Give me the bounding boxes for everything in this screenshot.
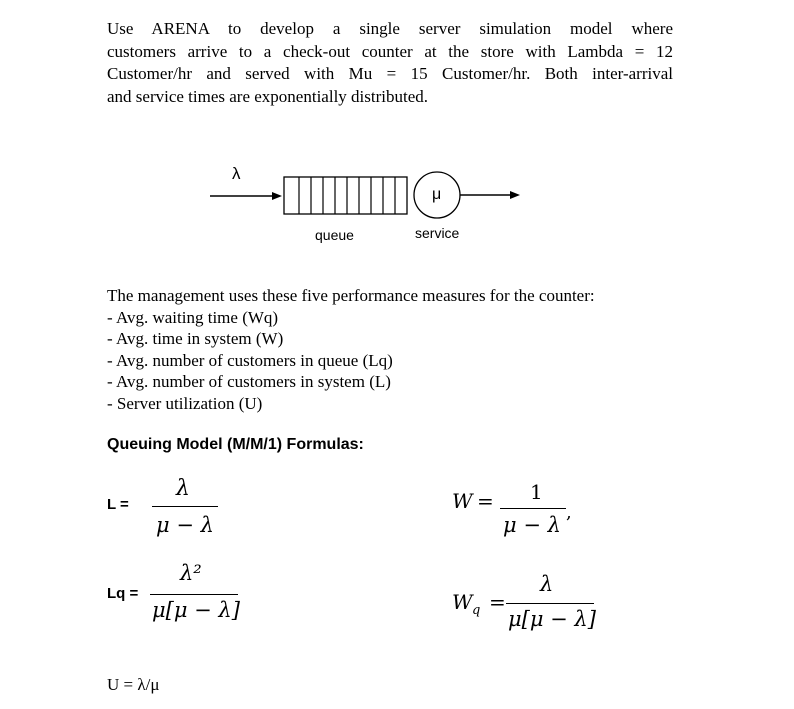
formula-Wq-lhs: W <box>452 590 473 614</box>
performance-measures <box>107 285 595 414</box>
problem-statement <box>107 18 673 108</box>
formula-Wq-equals: = <box>489 590 506 614</box>
queue-box <box>284 177 407 214</box>
service-label: service <box>415 225 460 241</box>
queue-label: queue <box>315 227 354 243</box>
problem-line-3: Customer/hr and served with Mu = 15 Customer/hr. Both inter-arrival <box>107 64 673 83</box>
problem-line-2: customers arrive to a check-out counter at the store with Lambda = 12 <box>107 41 673 61</box>
formula-Wq-subscript: q <box>472 603 481 618</box>
formula-W-fraction-bar <box>500 508 566 509</box>
formula-Lq-fraction-bar <box>150 594 238 595</box>
formula-Lq-numerator: λ² <box>180 561 202 585</box>
measure-item: - Avg. number of customers in queue (Lq) <box>107 350 393 370</box>
measure-item: - Avg. waiting time (Wq) <box>107 307 279 327</box>
formula-Wq-denominator: μ[μ − λ] <box>508 607 596 631</box>
formula-L-numerator: λ <box>176 476 190 501</box>
queue-slots <box>299 177 395 214</box>
formula-W-lhs: W <box>452 489 473 513</box>
departure-arrowhead <box>510 191 520 199</box>
arrival-rate-symbol: λ <box>232 164 241 183</box>
formula-L-label: L = <box>107 496 129 513</box>
formula-L-fraction-bar <box>152 506 218 507</box>
formula-U: U = λ/μ <box>107 675 160 694</box>
formula-Lq-label: Lq = <box>107 585 139 602</box>
formula-W-denominator: μ − λ <box>503 513 561 537</box>
measure-item: - Avg. number of customers in system (L) <box>107 372 391 391</box>
measure-item: - Avg. time in system (W) <box>107 329 284 348</box>
problem-line-1: Use ARENA to develop a single server simulation model where <box>107 19 673 38</box>
problem-line-4: and service times are exponentially distributed. <box>107 86 429 106</box>
formula-Lq-denominator: μ[μ − λ] <box>152 598 240 622</box>
formula-W-equals: = <box>477 489 494 513</box>
formula-W-comma: , <box>566 502 572 523</box>
formula-L-denominator: μ − λ <box>156 513 214 537</box>
arrival-arrowhead <box>272 192 282 200</box>
service-rate-symbol: μ <box>432 186 442 203</box>
measures-intro: The management uses these five performance measures for the counter: <box>107 286 595 305</box>
measure-item: - Server utilization (U) <box>107 393 263 413</box>
formula-W-numerator: 1 <box>530 480 543 504</box>
formula-Wq-numerator: λ <box>540 572 554 596</box>
formulas-heading: Queuing Model (M/M/1) Formulas: <box>107 436 364 453</box>
formula-Wq-fraction-bar <box>506 603 594 604</box>
queue-diagram <box>200 150 540 260</box>
